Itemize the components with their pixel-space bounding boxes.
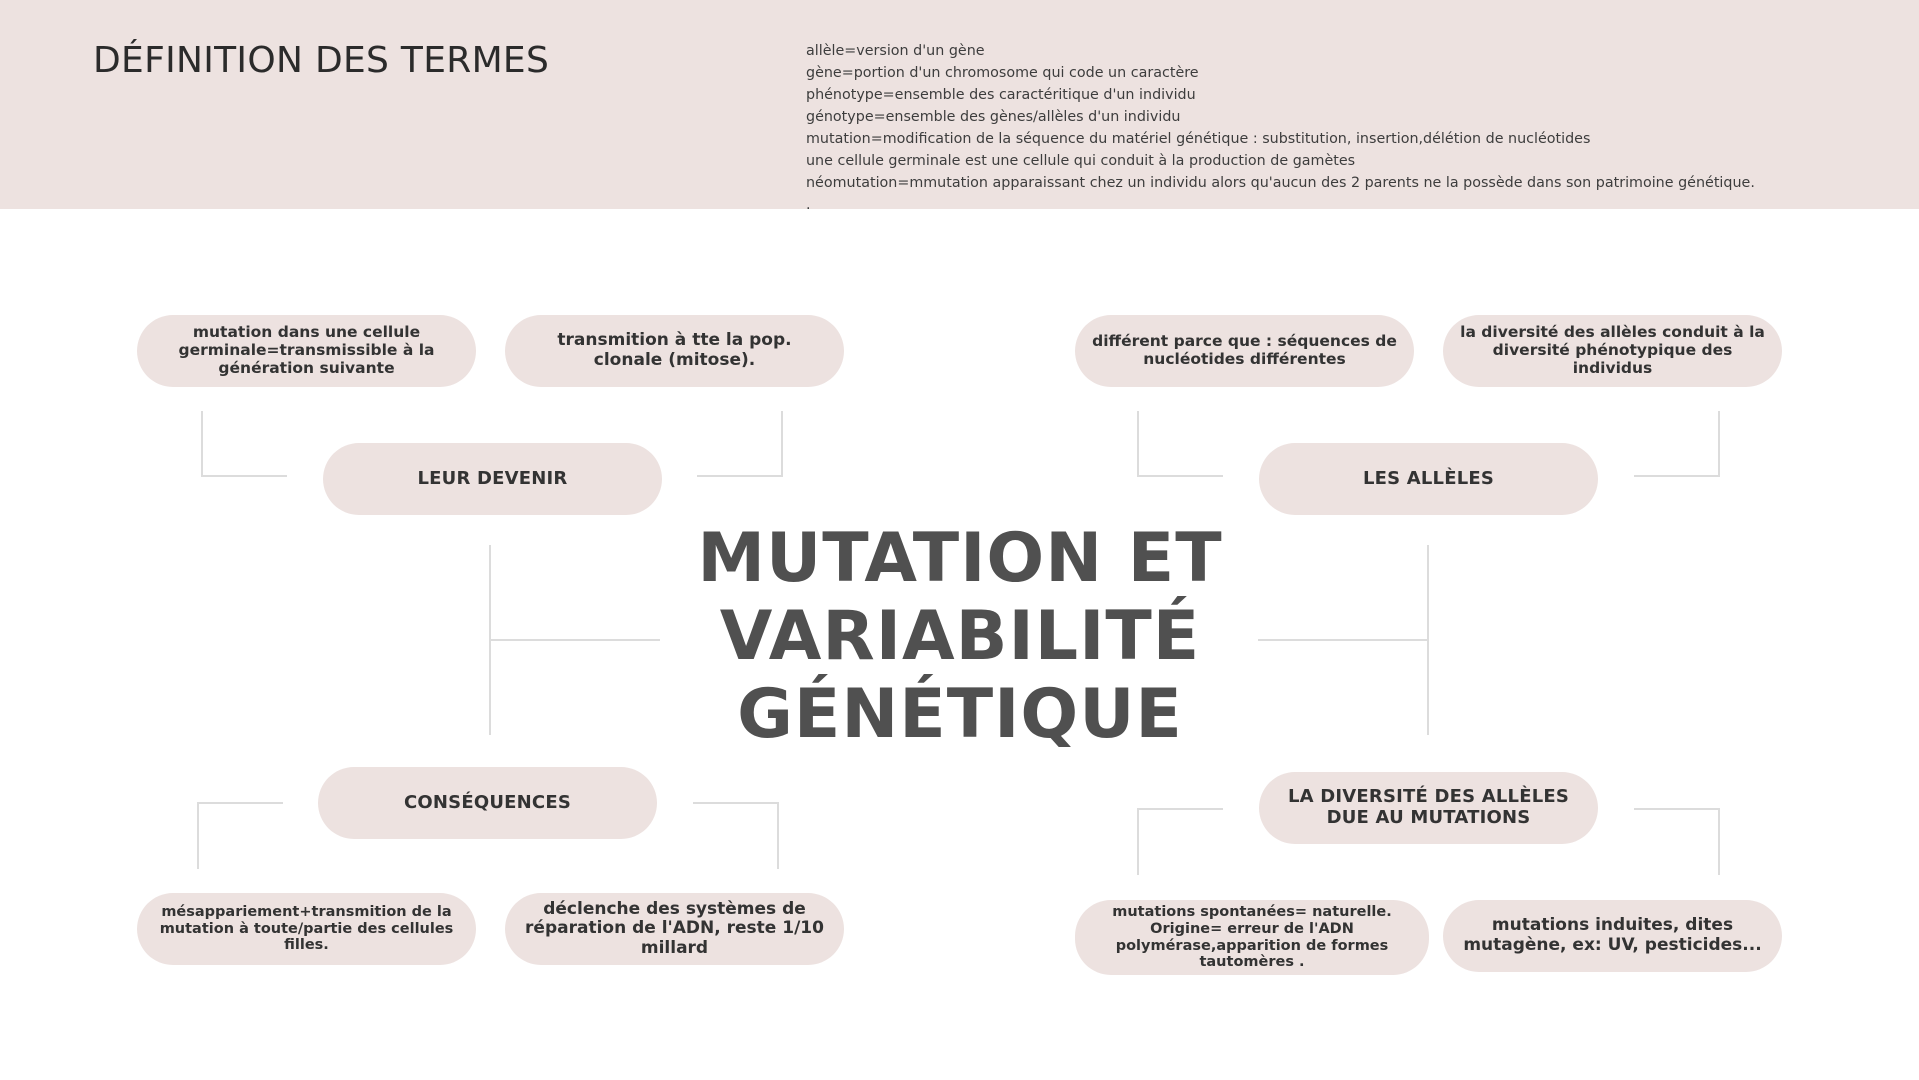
connector-diversite-right [1634, 809, 1719, 875]
definitions-title: DÉFINITION DES TERMES [93, 40, 550, 81]
definition-trailing-dot: . [806, 197, 811, 213]
connector-alleles-right [1634, 411, 1719, 476]
connector-alleles-left [1138, 411, 1223, 476]
central-title-line-1: MUTATION ET [697, 519, 1223, 598]
connector-devenir-right [697, 411, 782, 476]
leaf-sequences-differentes: différent parce que : séquences de nucléotides différentes [1075, 315, 1414, 387]
definition-phenotype: phénotype=ensemble des caractéritique d'un individu [806, 87, 1196, 103]
definition-neomutation: néomutation=mmutation apparaissant chez un individu alors qu'aucun des 2 parents ne la possède dans son patrimoine génétique. [806, 175, 1755, 191]
central-title-line-3: GÉNÉTIQUE [737, 675, 1183, 754]
hub-les-alleles: LES ALLÈLES [1259, 443, 1598, 515]
leaf-transmition-clonale: transmition à tte la pop. clonale (mitose). [505, 315, 844, 387]
leaf-mesappariement: mésappariement+transmition de la mutation à toute/partie des cellules filles. [137, 893, 476, 965]
central-title [660, 520, 1260, 754]
connector-devenir-left [202, 411, 287, 476]
connector-consequences-right [693, 803, 778, 869]
leaf-mutation-cellule-germinale: mutation dans une cellule germinale=transmissible à la génération suivante [137, 315, 476, 387]
leaf-mutations-spontanees: mutations spontanées= naturelle. Origine= erreur de l'ADN polymérase,apparition de formes tautomères . [1075, 900, 1429, 975]
definition-allele: allèle=version d'un gène [806, 43, 985, 59]
leaf-reparation-adn: déclenche des systèmes de réparation de l'ADN, reste 1/10 millard [505, 893, 844, 965]
hub-leur-devenir: LEUR DEVENIR [323, 443, 662, 515]
leaf-diversite-phenotypique: la diversité des allèles conduit à la diversité phénotypique des individus [1443, 315, 1782, 387]
connector-consequences-left [198, 803, 283, 869]
hub-consequences: CONSÉQUENCES [318, 767, 657, 839]
hub-diversite-alleles: LA DIVERSITÉ DES ALLÈLES DUE AU MUTATIONS [1259, 772, 1598, 844]
connector-center-right [1258, 545, 1428, 735]
connector-center-left [490, 545, 660, 735]
definition-mutation: mutation=modification de la séquence du matériel génétique : substitution, insertion,délétion de nucléotides [806, 131, 1591, 147]
definition-gene: gène=portion d'un chromosome qui code un caractère [806, 65, 1199, 81]
definition-cellule-germinale: une cellule germinale est une cellule qui conduit à la production de gamètes [806, 153, 1356, 169]
connector-diversite-left [1138, 809, 1223, 875]
central-title-line-2: VARIABILITÉ [719, 597, 1201, 676]
definition-genotype: génotype=ensemble des gènes/allèles d'un individu [806, 109, 1181, 125]
leaf-mutations-induites: mutations induites, dites mutagène, ex: UV, pesticides... [1443, 900, 1782, 972]
